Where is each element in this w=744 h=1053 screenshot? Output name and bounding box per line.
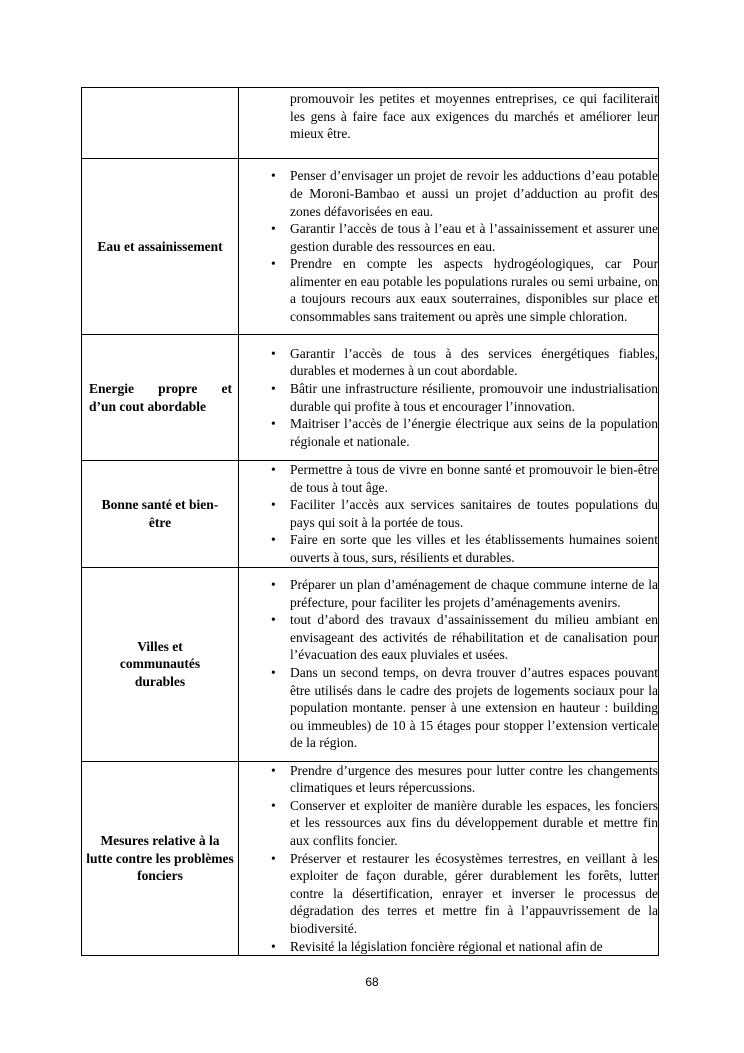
list-item <box>239 850 658 938</box>
list-item-text: Maitriser l’accès de l’énergie électrique aux seins de la population régionale et nationale. <box>290 416 658 449</box>
list-item <box>239 415 658 450</box>
bullet-icon: • <box>271 938 276 954</box>
list-item <box>239 762 658 797</box>
bullet-icon: • <box>271 462 276 477</box>
bullet-list <box>239 576 658 752</box>
bullet-icon: • <box>271 612 276 628</box>
theme-cell <box>82 335 239 461</box>
list-item-text: Bâtir une infrastructure résiliente, promouvoir une industrialisation durable qui profite à tous et encourager l’innovation. <box>290 380 658 414</box>
table-row <box>82 461 659 568</box>
bullet-list <box>239 345 658 451</box>
list-item <box>239 611 658 664</box>
list-item <box>239 664 658 752</box>
list-item-text: Faciliter l’accès aux services sanitaires de toutes populations du pays qui soit à la portée de tous. <box>290 497 658 530</box>
bullet-icon: • <box>271 416 276 432</box>
theme-cell <box>82 567 239 761</box>
list-item-text: Prendre en compte les aspects hydrogéologiques, car Pour alimenter en eau potable les populations rurales ou semi urbaine, on a toujours recours aux eaux souterraines, disponibles sur place et consommables sans traitement ou après une simple chloration. <box>290 256 658 325</box>
list-item <box>239 938 658 956</box>
bullet-icon: • <box>271 221 276 237</box>
bullet-list <box>239 762 658 956</box>
bullet-icon: • <box>271 256 276 272</box>
list-item <box>239 576 658 611</box>
theme-label: Bonne santé et bien-être <box>101 497 219 530</box>
list-item-text: Penser d’envisager un projet de revoir les adductions d’eau potable de Moroni-Bambao et aussi un projet d’adduction au profit des zones défavorisées en eau. <box>290 168 658 219</box>
theme-label: Villes et communautés durables <box>119 638 201 689</box>
page-number: 68 <box>365 975 379 989</box>
theme-cell <box>82 461 239 568</box>
theme-cell <box>82 761 239 956</box>
table-row <box>82 335 659 461</box>
list-item-text: Revisité la législation foncière régional et national afin de <box>290 938 603 954</box>
items-cell <box>239 335 659 461</box>
theme-label: Eau et assainissement <box>97 238 223 254</box>
measures-table <box>81 87 659 956</box>
list-item <box>239 345 658 380</box>
items-cell <box>239 461 659 568</box>
list-item <box>239 461 658 496</box>
bullet-icon: • <box>271 345 276 361</box>
list-item <box>239 380 658 415</box>
list-item <box>239 531 658 566</box>
list-item <box>239 496 658 531</box>
bullet-icon: • <box>271 497 276 513</box>
bullet-list <box>239 167 658 325</box>
list-item-text: Permettre à tous de vivre en bonne santé et promouvoir le bien-être de tous à tout âge. <box>290 462 658 495</box>
theme-label-line1: Energie propre et <box>89 381 232 396</box>
items-cell <box>239 159 659 335</box>
list-item-text: tout d’abord des travaux d’assainissement du milieu ambiant en envisageant des activités de réhabilitation et de canalisation pour l’évacuation des eaux pluviales et usées. <box>290 612 658 663</box>
bullet-list <box>239 461 658 567</box>
items-cell <box>239 567 659 761</box>
bullet-icon: • <box>271 532 276 548</box>
list-item <box>239 255 658 325</box>
table-row <box>82 567 659 761</box>
list-item-text: Faire en sorte que les villes et les établissements humaines soient ouverts à tous, surs, résilients et durables. <box>290 532 658 565</box>
list-item <box>239 220 658 255</box>
list-item <box>239 167 658 220</box>
list-item-text: Prendre d’urgence des mesures pour lutter contre les changements climatiques et leurs répercussions. <box>290 762 658 796</box>
list-item-text: Préparer un plan d’aménagement de chaque commune interne de la préfecture, pour faciliter les projets d’aménagements avenirs. <box>290 577 658 610</box>
bullet-icon: • <box>271 665 276 681</box>
table-row <box>82 761 659 956</box>
items-cell <box>239 761 659 956</box>
bullet-icon: • <box>271 380 276 396</box>
list-item-text: Conserver et exploiter de manière durable les espaces, les fonciers et les ressources aux fins du développement durable et mettre fin aux conflits foncier. <box>290 797 658 848</box>
list-item-text: Garantir l’accès de tous à des services énergétiques fiables, durables et modernes à un cout abordable. <box>290 345 658 379</box>
theme-label-line2: d’un cout abordable <box>89 398 207 414</box>
list-item <box>239 797 658 850</box>
bullet-icon: • <box>271 168 276 184</box>
table-row <box>82 88 659 159</box>
items-cell <box>239 88 659 159</box>
theme-cell <box>82 88 239 159</box>
bullet-icon: • <box>271 850 276 866</box>
list-item-text: Préserver et restaurer les écosystèmes terrestres, en veillant à les exploiter de façon durable, gérer durablement les forêts, lutter contre la désertification, enrayer et inverser le processus de dégradation des terres et mettre fin à l’appauvrissement de la biodiversité. <box>290 850 658 936</box>
bullet-icon: • <box>271 577 276 593</box>
continuation-text: promouvoir les petites et moyennes entreprises, ce qui faciliterait les gens à faire face aux exigences du marchés et améliorer leur mieux être. <box>290 91 658 142</box>
theme-cell <box>82 159 239 335</box>
bullet-icon: • <box>271 797 276 813</box>
bullet-icon: • <box>271 762 276 778</box>
list-item-text: Garantir l’accès de tous à l’eau et à l’assainissement et assurer une gestion durable des ressources en eau. <box>290 221 658 254</box>
theme-label: Mesures relative à la lutte contre les problèmes fonciers <box>86 833 234 884</box>
table-row <box>82 159 659 335</box>
list-item-text: Dans un second temps, on devra trouver d’autres espaces pouvant être utilisés dans le cadre des projets de logements sociaux pour la population montante. penser à une extension en hauteur : building ou immeubles) de 10 à 15 étages pour stopper l’extension verticale de la région. <box>290 665 658 751</box>
